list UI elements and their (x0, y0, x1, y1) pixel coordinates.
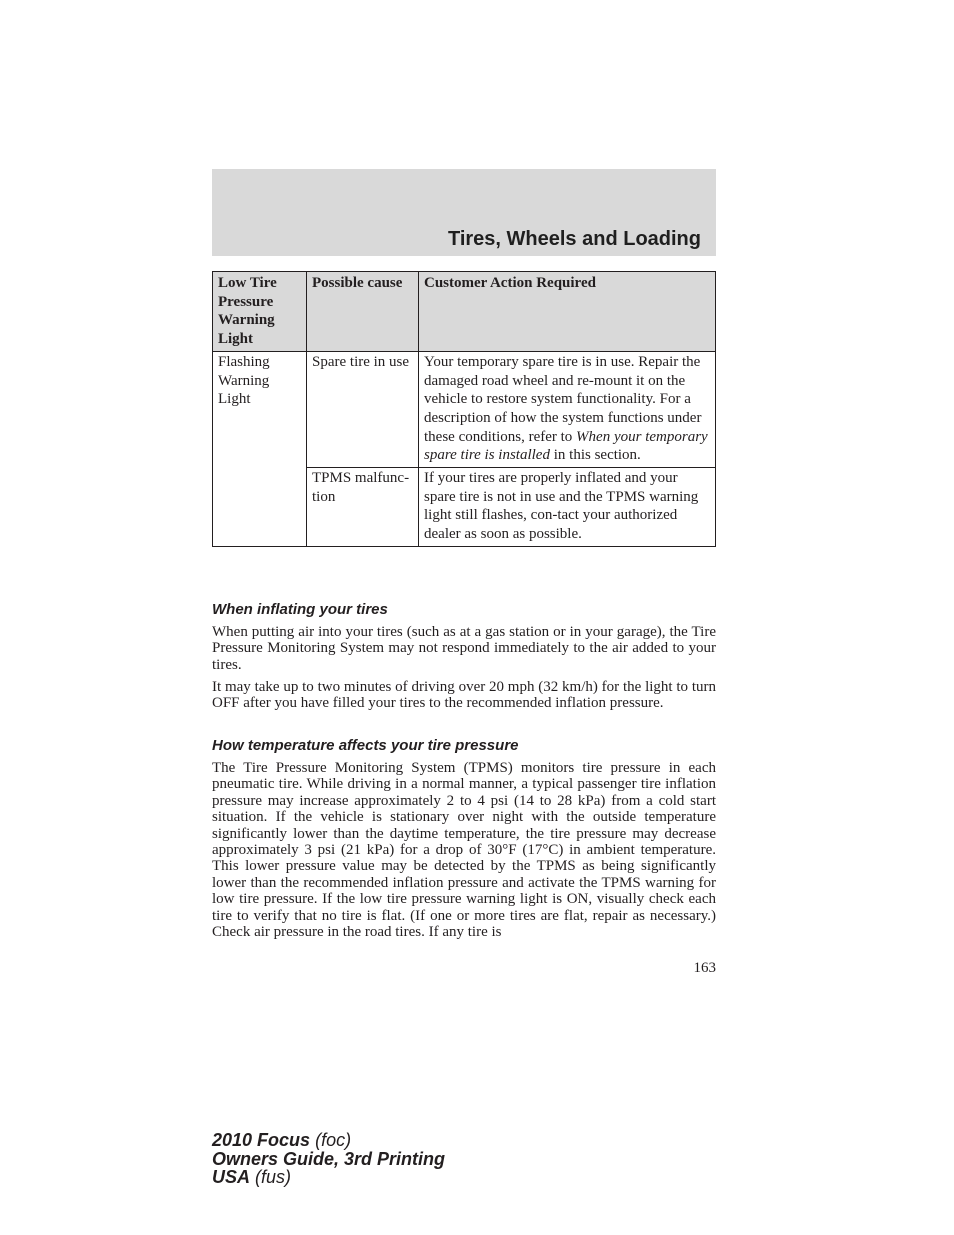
document-footer (212, 1131, 445, 1187)
footer-line-model: 2010 Focus (foc) (212, 1130, 352, 1150)
column-header-light: Low Tire Pressure Warning Light (213, 272, 307, 352)
section-title: Tires, Wheels and Loading (447, 228, 701, 250)
paragraph-inflating-2: It may take up to two minutes of driving over 20 mph (32 km/h) for the light to turn OFF after you have filled your tires to the recommended inflation pressure. (212, 679, 716, 712)
action-cell (419, 351, 716, 467)
column-header-action: Customer Action Required (419, 272, 716, 352)
cause-cell: TPMS malfunc-tion (307, 468, 419, 547)
action-cell: If your tires are properly inflated and your spare tire is not in use and the TPMS warning light still flashes, con-tact your authorized dealer as soon as possible. (419, 468, 716, 547)
cause-cell: Spare tire in use (307, 351, 419, 467)
section-header-band (212, 169, 716, 256)
subheading-temperature: How temperature affects your tire pressure (212, 737, 519, 754)
tpms-warning-table (212, 271, 716, 547)
table-row (213, 351, 716, 467)
subheading-inflating: When inflating your tires (212, 601, 388, 618)
action-text-end: in this section. (549, 447, 641, 464)
footer-line-printing: Owners Guide, 3rd Printing (212, 1148, 446, 1169)
warning-light-cell: Flashing Warning Light (213, 351, 307, 546)
paragraph-inflating-1: When putting air into your tires (such as at a gas station or in your garage), the Tire Pressure Monitoring System may not respond immediately to the air added to your tires. (212, 624, 716, 673)
action-text: Your temporary spare tire is in use. Repair the damaged road wheel and re-mount it on the vehicle to restore system functionality. For a description of how the system functions under these conditions, refer to (424, 353, 702, 445)
column-header-cause: Possible cause (307, 272, 419, 352)
cross-reference: When your temporary spare tire is installed (424, 428, 708, 464)
table-header-row (213, 272, 716, 352)
footer-line-market: USA (fus) (212, 1167, 292, 1187)
page-number: 163 (693, 960, 716, 976)
paragraph-temperature: The Tire Pressure Monitoring System (TPMS) monitors tire pressure in each pneumatic tire. While driving in a normal manner, a typical passenger tire inflation pressure may increase approximately 2 to 4 psi (14 to 28 kPa) from a cold start situation. If the vehicle is stationary over night with the outside temperature significantly lower than the daytime temperature, the tire pressure may decrease approximately 3 psi (21 kPa) for a drop of 30°F (17°C) in ambient temperature. This lower pressure value may be detected by the TPMS as being significantly lower than the recommended inflation pressure and activate the TPMS warning for low tire pressure. If the low tire pressure warning light is ON, visually check each tire to verify that no tire is flat. (If one or more tires are flat, repair as necessary.) Check air pressure in the road tires. If any tire is (212, 760, 716, 941)
